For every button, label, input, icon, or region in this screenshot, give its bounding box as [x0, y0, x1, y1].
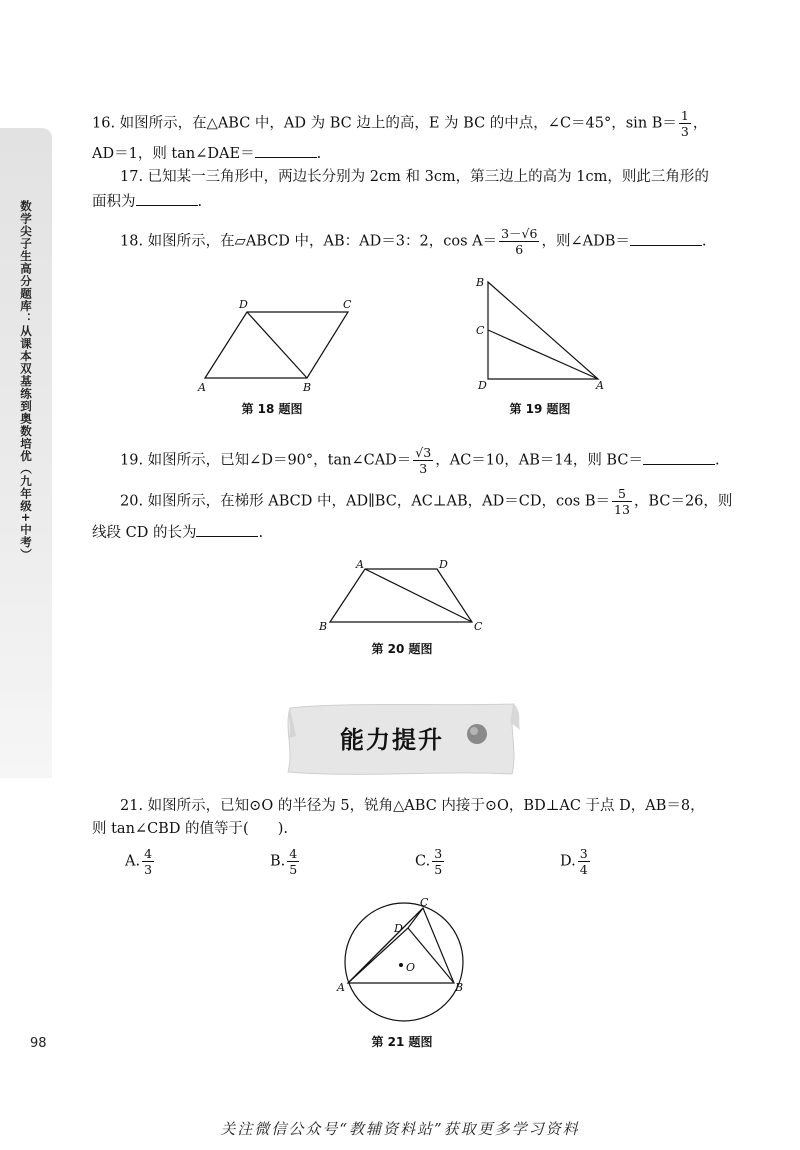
question-21-line2: 则 tan∠CBD 的值等于( ).	[92, 821, 288, 837]
figure-19-caption: 第 19 题图	[509, 402, 571, 416]
label-D: D	[394, 922, 403, 935]
label-A: A	[337, 981, 345, 994]
question-20-line2: 线段 CD 的长为 .	[92, 522, 263, 544]
label-C: C	[476, 324, 485, 337]
answer-blank	[196, 522, 258, 537]
diagonal-ac	[365, 569, 472, 622]
choice-a: A. $\frac{4}{3}$	[125, 846, 153, 877]
fraction: $\frac{5}{13}$	[614, 486, 630, 517]
figure-20-caption: 第 20 题图	[371, 642, 433, 656]
segment-ca	[488, 330, 598, 379]
diagonal-db	[247, 312, 307, 378]
section-title: 能力提升	[340, 726, 444, 754]
question-16-line2: AD＝1，则 tan∠DAE＝ .	[92, 143, 321, 165]
question-16-line1: 16. 如图所示，在△ABC 中，AD 为 BC 边上的高，E 为 BC 的中点，∠C＝45°，sin B＝ $\frac{1}{3}$ ，	[92, 108, 708, 139]
label-A: A	[596, 379, 604, 392]
label-D: D	[439, 558, 448, 571]
choice-b: B. $\frac{4}{5}$	[270, 846, 298, 877]
footer-watermark: 关注微信公众号“教辅资料站”获取更多学习资料	[220, 1120, 580, 1138]
figure-18	[195, 295, 360, 395]
label-B: B	[319, 620, 328, 633]
label-B: B	[476, 276, 485, 289]
choice-c: C. $\frac{3}{5}$	[415, 846, 443, 877]
fraction: $\frac{3-√6}{6}$	[501, 226, 538, 257]
label-B: B	[303, 381, 312, 394]
question-20-line1: 20. 如图所示，在梯形 ABCD 中，AD∥BC，AC⊥AB，AD＝CD，cos B＝ $\frac{5}{13}$ ，BC＝26，则	[120, 486, 733, 517]
choice-d: D. $\frac{3}{4}$	[560, 846, 588, 877]
answer-blank	[136, 191, 198, 206]
label-A: A	[356, 558, 364, 571]
figure-18-caption: 第 18 题图	[241, 402, 303, 416]
figure-21	[335, 895, 475, 1030]
label-C: C	[420, 896, 429, 909]
fraction: $\frac{1}{3}$	[680, 108, 689, 139]
figure-20	[315, 558, 490, 638]
label-D: D	[239, 298, 248, 311]
banner-dot-icon	[467, 724, 487, 744]
label-O: O	[406, 961, 416, 974]
label-A: A	[198, 381, 206, 394]
question-17-line1: 17. 已知某一三角形中，两边长分别为 2cm 和 3cm，第三边上的高为 1cm，则此三角形的	[120, 169, 709, 185]
question-17-line2: 面积为 .	[92, 191, 202, 213]
book-title: 数学尖子生高分题库：从课本双基练到奥数培优（九年级+中考）	[19, 200, 33, 561]
center-o	[399, 963, 403, 967]
segment-bd	[408, 928, 454, 983]
label-B: B	[455, 981, 464, 994]
figure-21-caption: 第 21 题图	[371, 1035, 433, 1049]
question-19: 19. 如图所示，已知∠D＝90°，tan∠CAD＝ $\frac{√3}{3}$ ，AC＝10，AB＝14，则 BC＝ .	[120, 445, 720, 476]
page-number: 98	[30, 1036, 47, 1051]
question-18: 18. 如图所示，在▱ABCD 中，AB：AD＝3：2，cos A＝ $\frac{3-√6}{6}$ ，则∠ADB＝ .	[120, 226, 707, 257]
label-C: C	[343, 298, 352, 311]
trapezoid-abcd	[330, 569, 472, 622]
answer-blank	[630, 231, 702, 246]
label-D: D	[478, 379, 487, 392]
answer-blank	[643, 450, 715, 465]
fraction: $\frac{√3}{3}$	[415, 445, 432, 476]
answer-blank	[255, 143, 317, 158]
question-21-line1: 21. 如图所示，已知⊙O 的半径为 5，锐角△ABC 内接于⊙O，BD⊥AC 于点 D，AB＝8，	[120, 798, 705, 814]
triangle-abd	[488, 282, 598, 379]
figure-19	[470, 272, 610, 392]
label-C: C	[474, 620, 483, 633]
